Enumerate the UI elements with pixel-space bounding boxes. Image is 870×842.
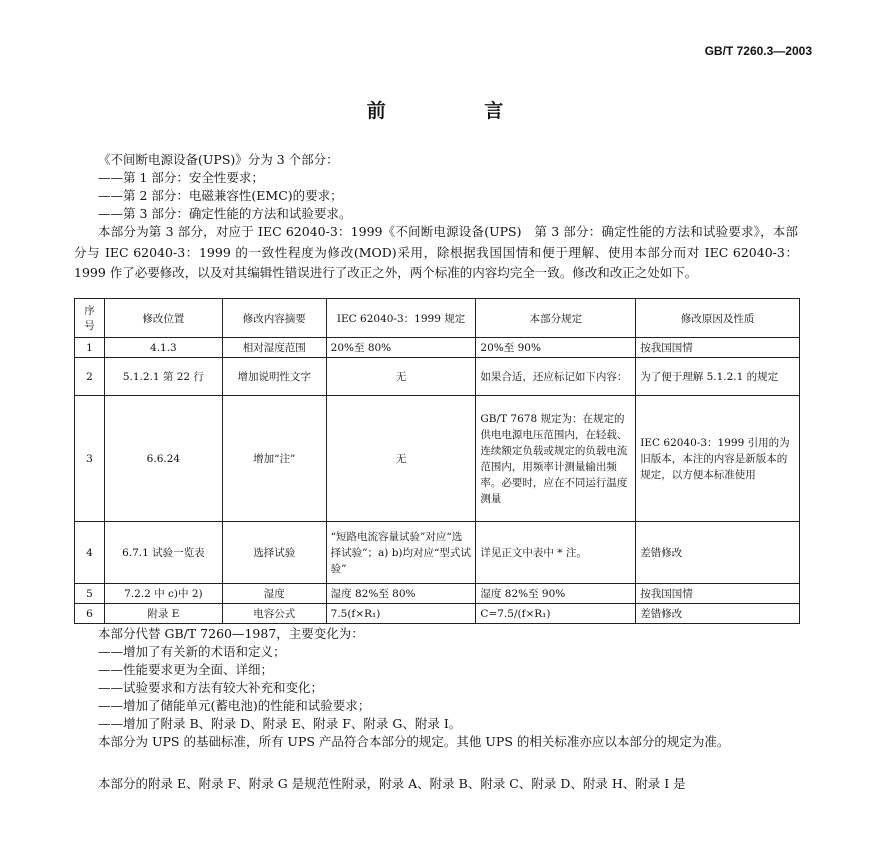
cell: 电容公式	[222, 604, 326, 624]
cell: 按我国国情	[636, 584, 800, 604]
cell: 7.5(f×R₁)	[326, 604, 476, 624]
cell: 1	[75, 338, 105, 358]
cell: 详见正文中表中 * 注。	[476, 522, 636, 584]
cell: 增加“注”	[222, 396, 326, 522]
change-item: ——性能要求更为全面、详细；	[98, 662, 274, 677]
cell: GB/T 7678 规定为：在规定的供电电源电压范围内，在轻载、连续额定负载或规定的负载电流范围内，用频率计测量输出频率。必要时，应在不同运行温度测量	[476, 396, 636, 522]
col-header-iec: IEC 62040-3：1999 规定	[326, 299, 476, 338]
cell: 20%至 80%	[326, 338, 476, 358]
cell: 差错修改	[636, 522, 800, 584]
col-header-this-part: 本部分规定	[476, 299, 636, 338]
standard-code: GB/T 7260.3—2003	[704, 44, 812, 58]
changes-lead: 本部分代替 GB/T 7260—1987，主要变化为：	[98, 626, 364, 641]
cell: 3	[75, 396, 105, 522]
cell: 按我国国情	[636, 338, 800, 358]
change-item: ——试验要求和方法有较大补充和变化；	[98, 680, 324, 695]
part-item: ——第 3 部分：确定性能的方法和试验要求。	[98, 206, 352, 221]
col-header-no: 序号	[75, 299, 105, 338]
cell: 4	[75, 522, 105, 584]
cell: 选择试验	[222, 522, 326, 584]
cell: 相对湿度范围	[222, 338, 326, 358]
basis-paragraph: 本部分为 UPS 的基础标准，所有 UPS 产品符合本部分的规定。其他 UPS 的相关标准亦应以本部分的规定为准。	[98, 734, 730, 749]
cell: 无	[326, 358, 476, 396]
intro-line: 《不间断电源设备(UPS)》分为 3 个部分：	[98, 152, 339, 167]
table-row	[75, 604, 800, 624]
table-row	[75, 358, 800, 396]
cell: 无	[326, 396, 476, 522]
page-title: 前 言	[366, 100, 550, 122]
cell: 6.7.1 试验一览表	[104, 522, 222, 584]
table-row	[75, 584, 800, 604]
cell: 为了便于理解 5.1.2.1 的规定	[636, 358, 800, 396]
cell: 6.6.24	[104, 396, 222, 522]
cell: 2	[75, 358, 105, 396]
change-item: ——增加了有关新的术语和定义；	[98, 644, 286, 659]
table-row	[75, 338, 800, 358]
annex-paragraph: 本部分的附录 E、附录 F、附录 G 是规范性附录，附录 A、附录 B、附录 C、附录 D、附录 H、附录 I 是	[98, 776, 686, 791]
cell: 5.1.2.1 第 22 行	[104, 358, 222, 396]
part-item: ——第 1 部分：安全性要求；	[98, 170, 264, 185]
cell: 7.2.2 中 c)中 2)	[104, 584, 222, 604]
cell: 如果合适，还应标记如下内容：	[476, 358, 636, 396]
table-row	[75, 396, 800, 522]
cell: 湿度 82%至 90%	[476, 584, 636, 604]
cell: 附录 E	[104, 604, 222, 624]
cell: 6	[75, 604, 105, 624]
cell: 差错修改	[636, 604, 800, 624]
change-item: ——增加了附录 B、附录 D、附录 E、附录 F、附录 G、附录 I。	[98, 716, 462, 731]
change-item: ——增加了储能单元(蓄电池)的性能和试验要求；	[98, 698, 371, 713]
cell: “短路电流容量试验”对应“选择试验”；a) b)均对应“型式试验”	[326, 522, 476, 584]
part-item: ——第 2 部分：电磁兼容性(EMC)的要求；	[98, 188, 343, 203]
cell: C=7.5/(f×R₁)	[476, 604, 636, 624]
cell: 湿度	[222, 584, 326, 604]
cell: 增加说明性文字	[222, 358, 326, 396]
cell: 湿度 82%至 80%	[326, 584, 476, 604]
cell: 4.1.3	[104, 338, 222, 358]
col-header-reason: 修改原因及性质	[636, 299, 800, 338]
cell: 5	[75, 584, 105, 604]
cell: 20%至 90%	[476, 338, 636, 358]
revision-table	[74, 298, 800, 624]
cell: IEC 62040-3：1999 引用的为旧版本，本注的内容是新版本的规定，以方便本标准使用	[636, 396, 800, 522]
col-header-location: 修改位置	[104, 299, 222, 338]
intro-paragraph: 本部分为第 3 部分，对应于 IEC 62040-3：1999《不间断电源设备(UPS) 第 3 部分：确定性能的方法和试验要求》，本部分与 IEC 62040-3：1999 的一致性程度为修改(MOD)采用，除根据我国国情和便于理解、使用本部分而对 IEC 62040-3：1999 作了必要修改，以及对其编辑性错误进行了改正之外，两个标准的内容均完全一致。修改和改正之处如下。	[74, 224, 798, 280]
col-header-summary: 修改内容摘要	[222, 299, 326, 338]
table-header-row	[75, 299, 800, 338]
table-row	[75, 522, 800, 584]
